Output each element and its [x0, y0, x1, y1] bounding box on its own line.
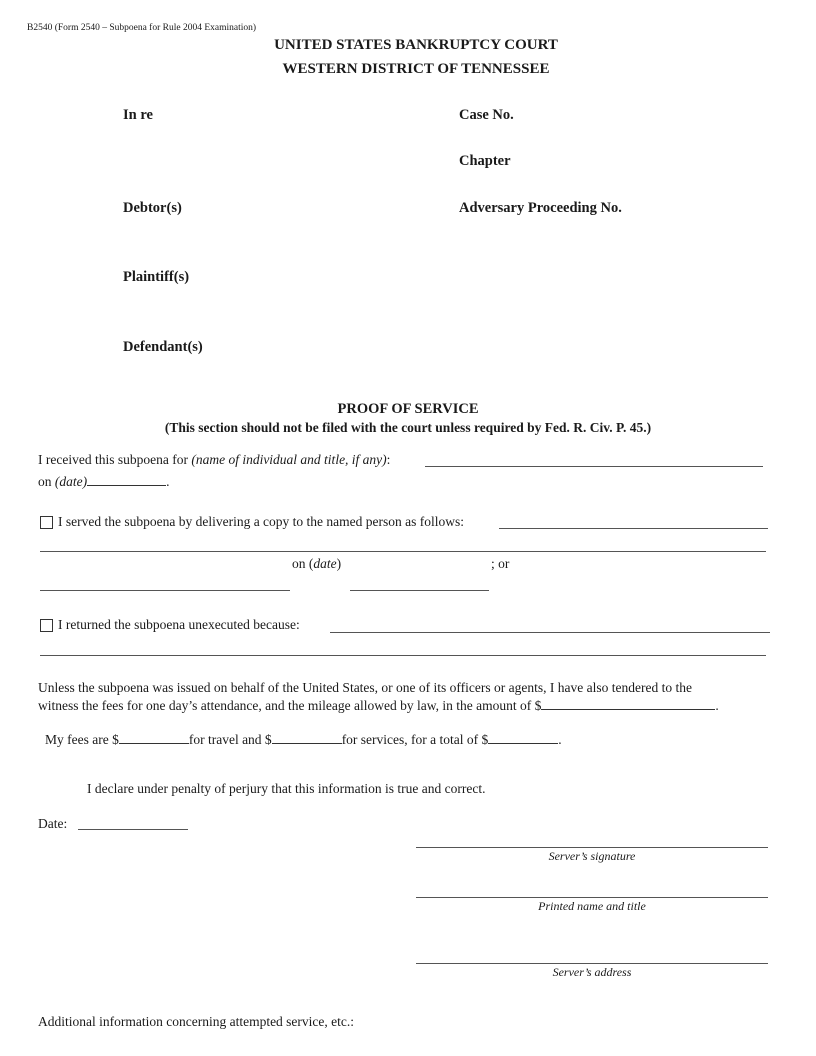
returned-statement: I returned the subpoena unexecuted because: [58, 617, 300, 632]
case-number-label: Case No. [459, 107, 514, 123]
server-address-label: Server’s address [552, 965, 632, 979]
served-checkbox[interactable] [40, 516, 53, 529]
court-name: UNITED STATES BANKRUPTCY COURT [274, 37, 558, 53]
court-district: WESTERN DISTRICT OF TENNESSEE [282, 61, 550, 77]
declaration-statement: I declare under penalty of perjury that this information is true and correct. [87, 781, 486, 796]
recipient-name-field[interactable] [425, 466, 763, 467]
date-field[interactable] [78, 829, 188, 830]
fees-paragraph-line1: Unless the subpoena was issued on behalf of the United States, or one of its officers or agents, I have also tendered to the [38, 680, 692, 695]
served-manner-field-continued[interactable] [40, 551, 766, 552]
received-statement: I received this subpoena for (name of individual and title, if any): [38, 452, 391, 467]
my-fees-row: My fees are $ for travel and $ for services, for a total of $ . [45, 732, 562, 747]
served-on-date-label: on (date) [292, 556, 342, 571]
adversary-proceeding-label: Adversary Proceeding No. [459, 200, 622, 216]
in-re-label: In re [123, 107, 153, 123]
served-manner-field[interactable] [499, 528, 768, 529]
date-label: Date: [38, 816, 68, 831]
returned-reason-field-continued[interactable] [40, 655, 766, 656]
total-fee-field[interactable] [488, 731, 558, 744]
printed-name-label: Printed name and title [538, 899, 646, 913]
services-fee-field[interactable] [272, 731, 342, 744]
fees-paragraph-line2: witness the fees for one day’s attendance, and the mileage allowed by law, in the amount of $ . [38, 698, 719, 713]
served-statement: I served the subpoena by delivering a copy to the named person as follows: [58, 514, 465, 529]
or-label: ; or [491, 556, 510, 571]
returned-reason-field[interactable] [330, 632, 770, 633]
printed-name-field[interactable] [416, 897, 768, 898]
debtors-label: Debtor(s) [123, 200, 182, 216]
defendants-label: Defendant(s) [123, 339, 203, 355]
proof-of-service-subtitle: (This section should not be filed with the court unless required by Fed. R. Civ. P. 45.) [164, 420, 652, 435]
received-date-field[interactable] [87, 473, 166, 486]
plaintiffs-label: Plaintiff(s) [123, 269, 190, 285]
travel-fee-field[interactable] [119, 731, 189, 744]
proof-of-service-title: PROOF OF SERVICE [337, 401, 479, 417]
form-identifier: B2540 (Form 2540 – Subpoena for Rule 2004 Examination) [27, 23, 257, 33]
server-signature-field[interactable] [416, 847, 768, 848]
additional-information-label: Additional information concerning attempted service, etc.: [38, 1014, 355, 1029]
chapter-label: Chapter [459, 153, 511, 169]
served-location-field[interactable] [40, 590, 290, 591]
received-date-row: on (date) . [38, 474, 170, 489]
witness-fee-amount-field[interactable] [541, 697, 715, 710]
served-date-field[interactable] [350, 590, 489, 591]
server-address-field[interactable] [416, 963, 768, 964]
server-signature-label: Server’s signature [548, 849, 636, 863]
returned-checkbox[interactable] [40, 619, 53, 632]
